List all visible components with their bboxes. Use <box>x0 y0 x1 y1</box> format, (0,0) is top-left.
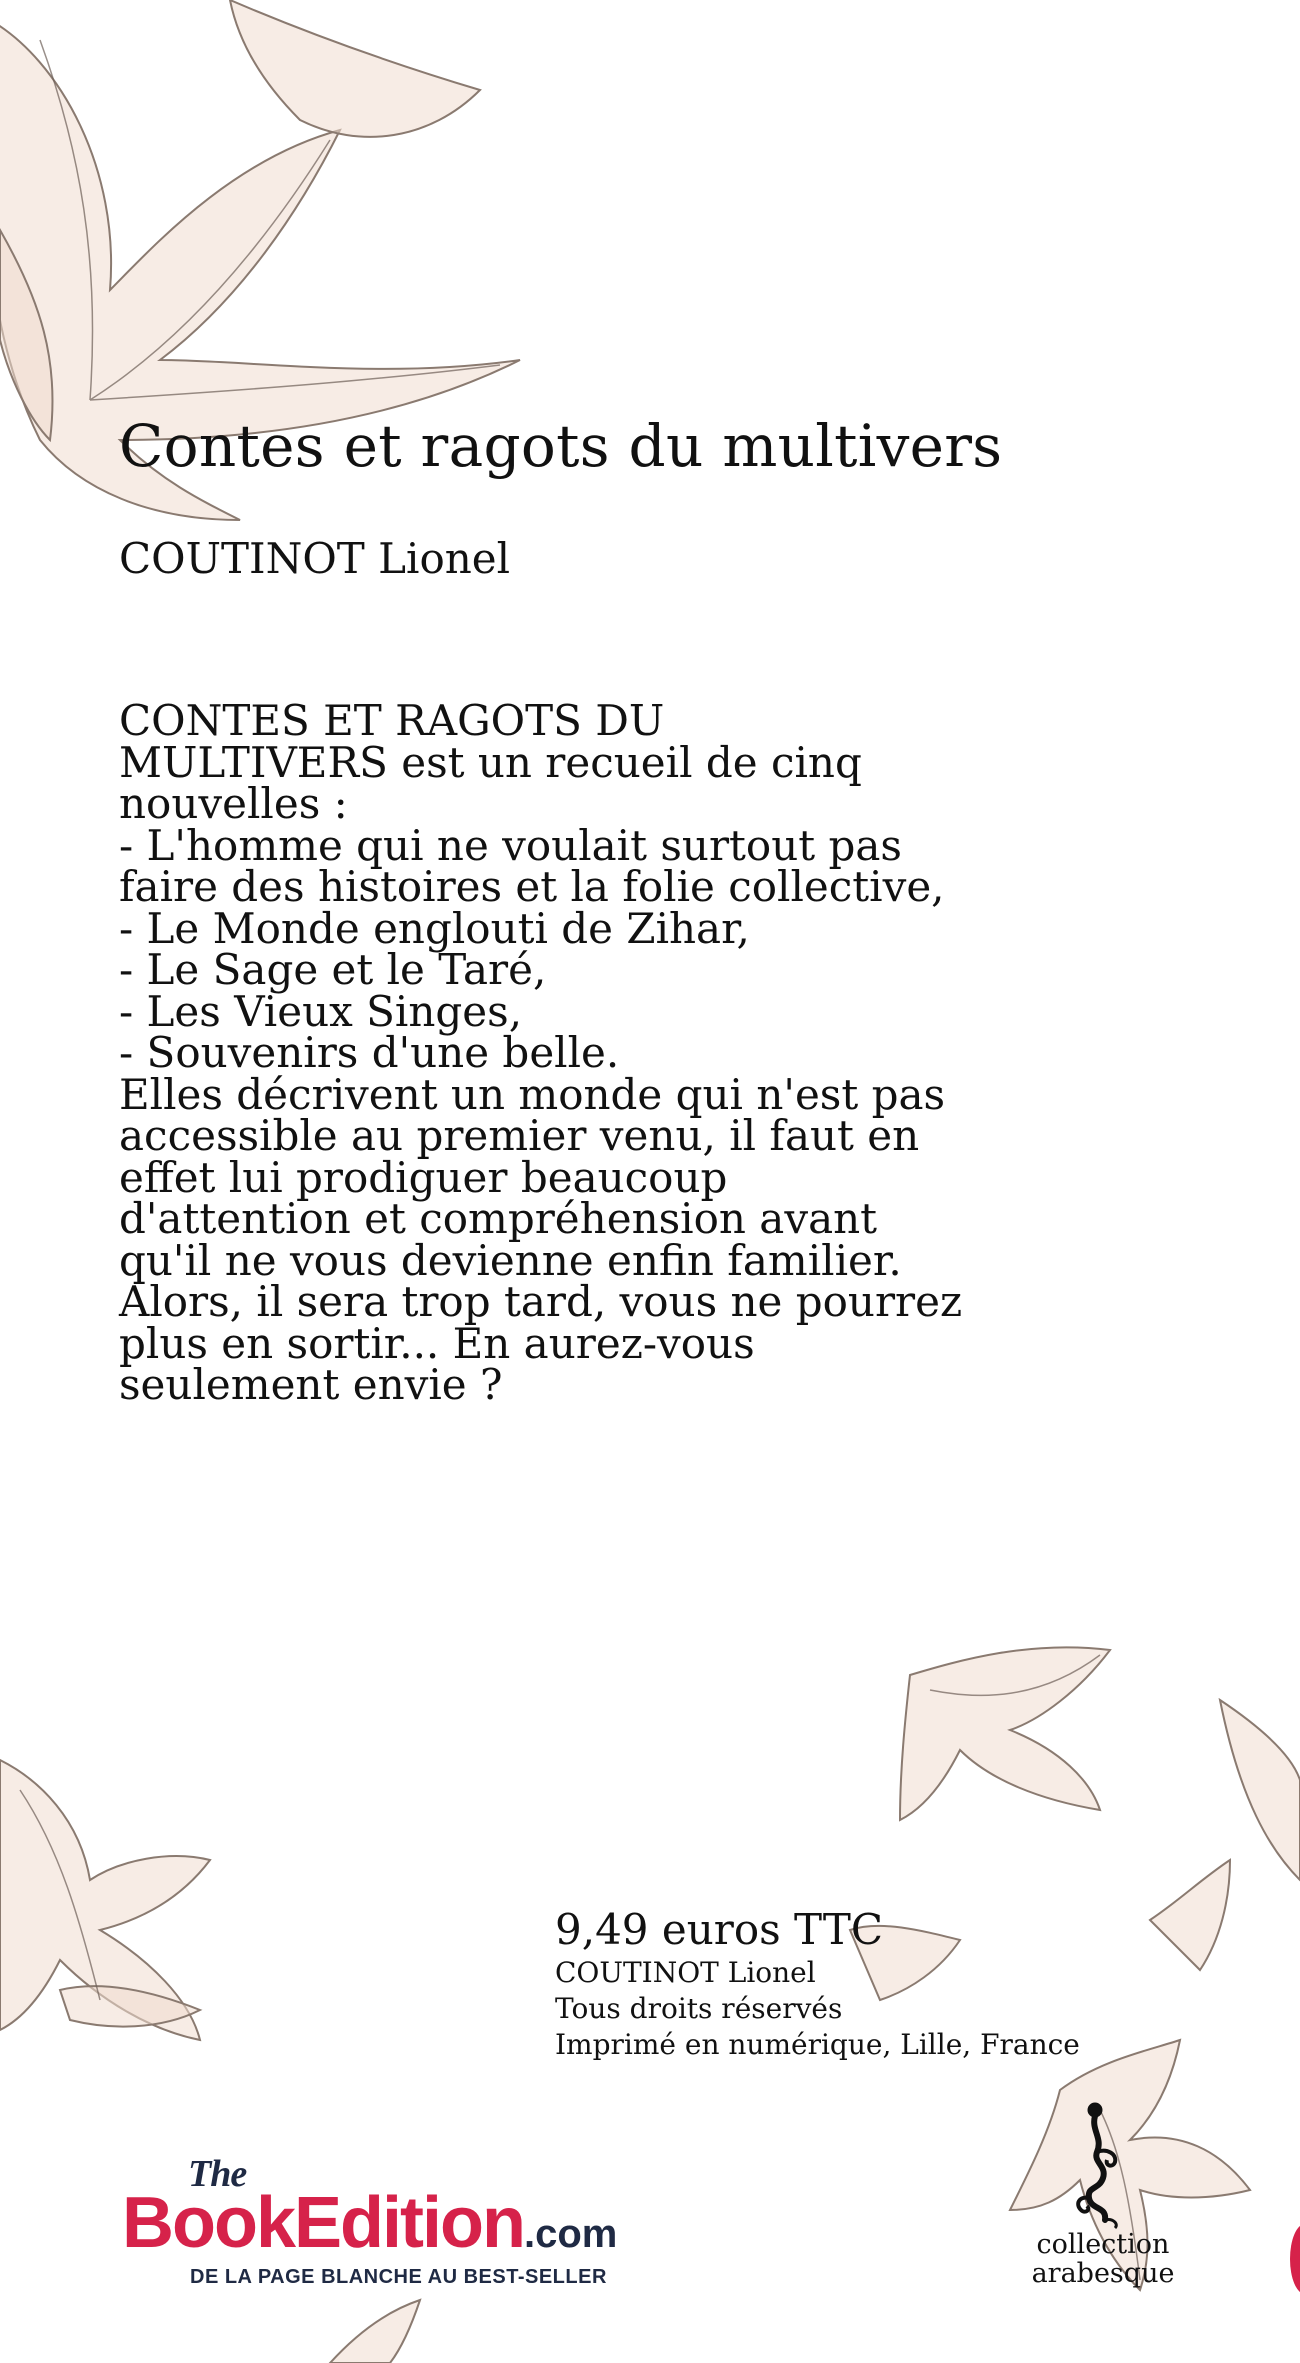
imprint-author: COUTINOT Lionel <box>555 1956 816 1989</box>
blurb-line: plus en sortir... En aurez-vous <box>119 1318 755 1368</box>
leaf-bottom-right-3 <box>1150 1860 1230 1970</box>
leaf-bottom-edge <box>330 2300 420 2363</box>
blurb-line: effet lui prodiguer beaucoup <box>119 1152 728 1202</box>
blurb-line: - Souvenirs d'une belle. <box>119 1028 620 1077</box>
blurb-line: Elles décrivent un monde qui n'est pas <box>119 1069 946 1119</box>
leaf-right-2 <box>1220 1700 1300 1880</box>
leaf-right-1 <box>900 1647 1110 1820</box>
blurb-line: - L'homme qui ne voulait surtout pas <box>119 820 902 870</box>
imprint-block <box>555 1905 1080 2063</box>
blurb-line: - Le Sage et le Taré, <box>119 945 547 994</box>
collection-arabesque-logo <box>1018 2100 1188 2288</box>
blurb-line: faire des histoires et la folie collective, <box>119 862 945 911</box>
logo-name: BookEdition <box>122 2183 524 2263</box>
blurb-line: accessible au premier venu, il faut en <box>119 1111 920 1160</box>
arabesque-ornament-icon <box>1073 2100 1133 2230</box>
blurb-line: Alors, il sera trop tard, vous ne pourrez <box>119 1277 963 1326</box>
blurb-line: CONTES ET RAGOTS DU <box>119 696 665 745</box>
blurb-line: nouvelles : <box>119 779 348 828</box>
print-location: Imprimé en numérique, Lille, France <box>555 2028 1080 2061</box>
logo-domain: .com <box>523 2212 618 2256</box>
logo-tagline: DE LA PAGE BLANCHE AU BEST-SELLER <box>190 2266 607 2288</box>
collection-line-2: arabesque <box>1031 2258 1175 2289</box>
collection-line-1: collection <box>1036 2229 1170 2260</box>
back-cover-blurb <box>119 696 1019 1409</box>
logo-the: The <box>188 2153 247 2195</box>
blurb-line: qu'il ne vous devienne enfin familier. <box>119 1235 902 1285</box>
rights-notice: Tous droits réservés <box>555 1992 843 2025</box>
blurb-line: - Les Vieux Singes, <box>119 986 523 1036</box>
book-author: COUTINOT Lionel <box>119 534 511 583</box>
blurb-line: - Le Monde englouti de Zihar, <box>119 903 750 953</box>
leaf-top-left-2 <box>230 0 480 137</box>
book-title: Contes et ragots du multivers <box>119 412 1003 480</box>
blurb-line: MULTIVERS est un recueil de cinq <box>119 737 862 787</box>
blurb-line: d'attention et compréhension avant <box>119 1194 878 1243</box>
price: 9,49 euros TTC <box>555 1905 883 1954</box>
logo-wordmark <box>122 2182 617 2264</box>
blurb-line: seulement envie ? <box>119 1360 503 1409</box>
